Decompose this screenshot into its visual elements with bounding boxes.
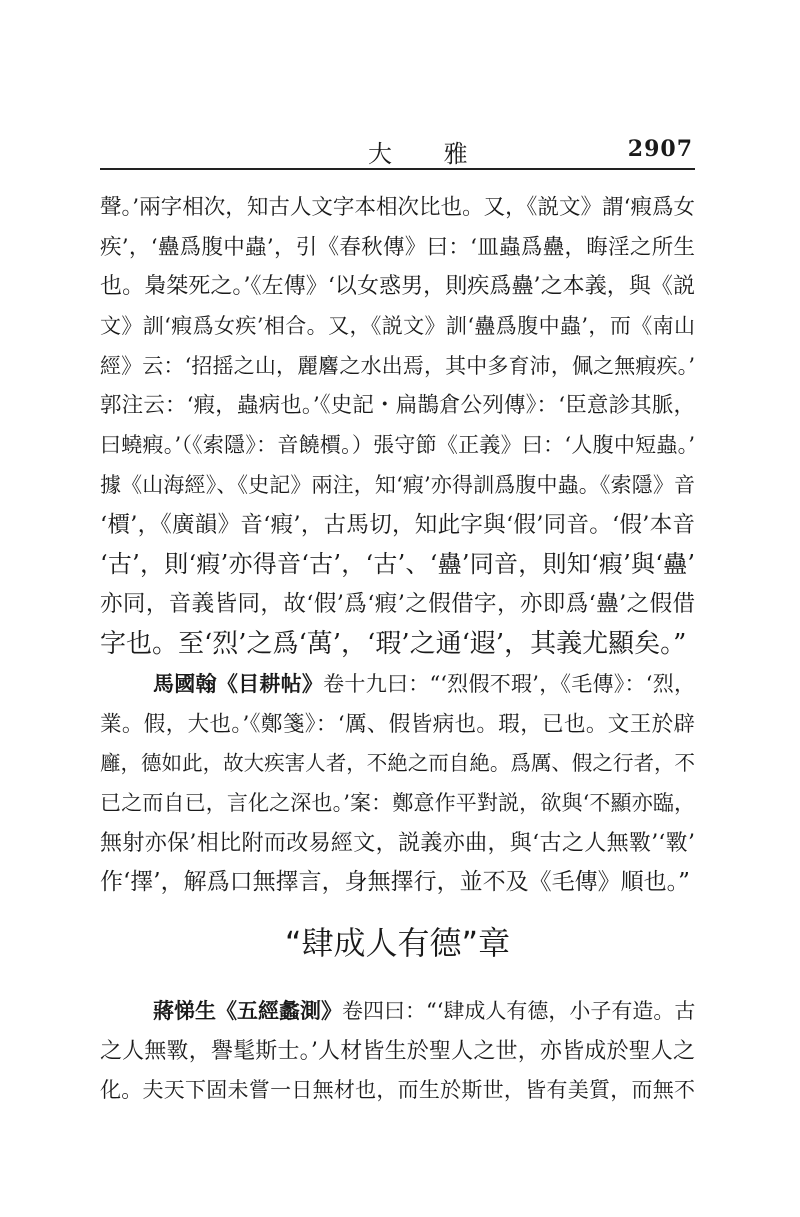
text-line: 亦同，音義皆同，故‘假’爲‘瘕’之假借字，亦即爲‘蠱’之假借 (100, 590, 695, 617)
text-line: 曰蟯瘕。’（《索隱》：音饒檟。）張守節《正義》曰：‘人腹中短蟲。’ (100, 433, 695, 458)
citation-line (100, 992, 695, 1032)
running-header-title: 大 雅 (368, 140, 490, 168)
citation-line (100, 665, 695, 705)
text-line: 化。夫天下固未嘗一日無材也，而生於斯世，皆有美質，而無不 (100, 1078, 695, 1103)
text-line: 廱，德如此，故大疾害人者，不絶之而自絶。爲厲、假之行者，不 (100, 751, 695, 776)
text-line: 據《山海經》、《史記》兩注，知‘瘕’亦得訓爲腹中蟲。《索隱》音 (100, 472, 695, 497)
text-line: 業。假，大也。’《鄭箋》：‘厲、假皆病也。瑕，已也。文王於辟 (100, 711, 695, 737)
commentary-block-3 (100, 992, 695, 1111)
text-line: 經》云：‘招摇之山，麗麔之水出焉，其中多育沛，佩之無瘕疾。’ (100, 353, 695, 378)
text-line: 也。梟桀死之。’《左傳》‘以女惑男，則疾爲蠱’之本義，與《説 (100, 274, 695, 300)
text-line: ‘古’，則‘瘕’亦得音‘古’，‘古’、‘蠱’同音，則知‘瘕’與‘蠱’ (100, 550, 695, 579)
text-line: 郭注云：‘瘕，蟲病也。’《史記・扁鵲倉公列傳》：‘臣意診其脈， (100, 393, 695, 419)
text-line: 疾’，‘蠱爲腹中蟲’，引《春秋傳》曰：‘皿蟲爲蠱，晦淫之所生 (100, 234, 695, 260)
citation-work: 《目耕帖》 (216, 672, 324, 696)
page-number: 2907 (627, 136, 693, 162)
commentary-block-1 (100, 188, 695, 664)
text-line: 之人無斁，譽髦斯士。’人材皆生於聖人之世，亦皆成於聖人之 (100, 1038, 695, 1064)
text-line: 作‘擇’，解爲口無擇言，身無擇行，並不及《毛傳》順也。” (100, 869, 690, 896)
text-line: 文》訓‘瘕爲女疾’相合。又，《説文》訓‘蠱爲腹中蟲’，而《南山 (100, 314, 695, 339)
citation-work: 《五經蠡測》 (216, 999, 342, 1023)
commentary-block-2 (100, 665, 695, 903)
citation-text: 卷十九曰：“‘烈假不瑕’，《毛傳》：‘烈， (323, 672, 696, 696)
citation-text: 卷四曰：“‘肆成人有德，小子有造。古 (342, 999, 696, 1023)
citation-author: 蔣悌生 (153, 999, 216, 1023)
section-title: “肆成人有德”章 (284, 924, 511, 962)
text-line: 已之而自已，言化之深也。’案：鄭意作平對説，欲與‘不顯亦臨， (100, 791, 695, 816)
running-header (100, 128, 695, 170)
text-line: 聲。’兩字相次，知古人文字本相次比也。又，《説文》謂‘瘕爲女 (100, 195, 695, 220)
text-line: ‘檟’，《廣韻》音‘瘕’，古馬切，知此字與‘假’同音。‘假’本音 (100, 511, 695, 538)
citation-author: 馬國翰 (153, 672, 217, 696)
text-line: 字也。至‘烈’之爲‘萬’，‘瑕’之通‘遐’，其義尤顯矣。” (100, 628, 687, 659)
text-line: 無射亦保’相比附而改易經文，説義亦曲，與‘古之人無斁’‘斁’ (100, 830, 695, 856)
